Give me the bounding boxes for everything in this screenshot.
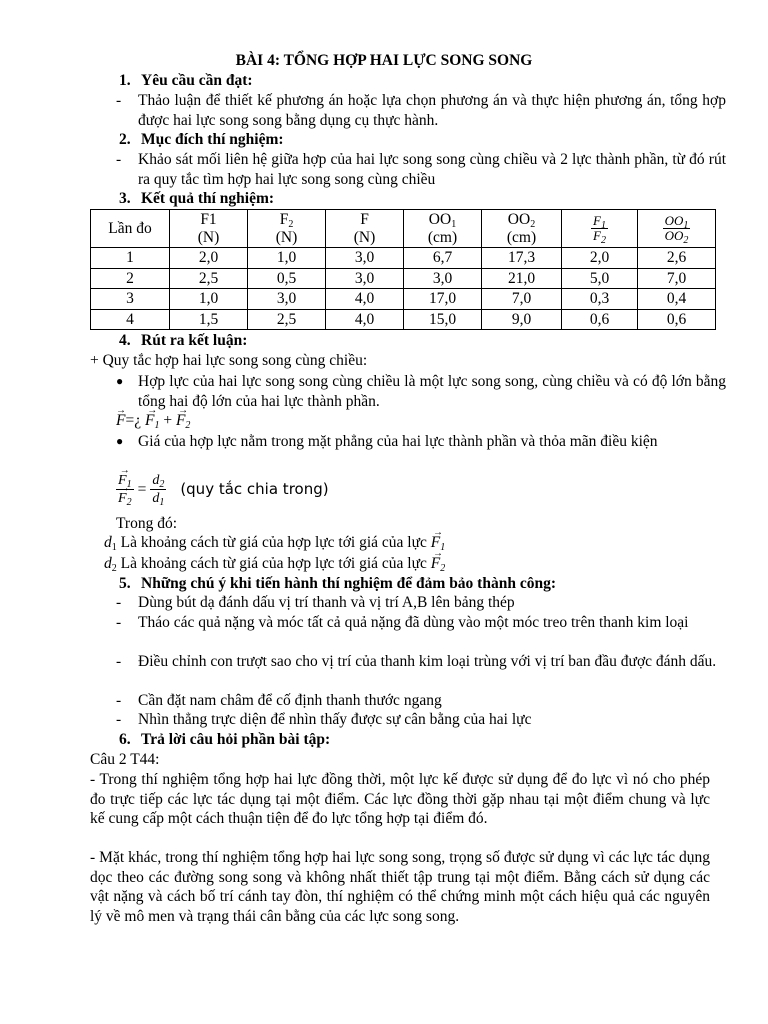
d2-definition: $d_2$ Là khoảng cách từ giá của hợp lực tới giá của lực → $F_2$ xyxy=(104,554,724,574)
table-cell: 17,3 xyxy=(482,248,562,269)
question-label: Câu 2 T44: xyxy=(90,751,160,768)
table-cell: 4 xyxy=(91,309,170,330)
table-cell: 4,0 xyxy=(326,309,404,330)
d1-definition: $d_1$ Là khoảng cách từ giá của hợp lực tới giá của lực → $F_1$ xyxy=(104,533,724,553)
note-item: - Cần đặt nam châm để cố định thanh thước ngang xyxy=(116,692,442,709)
section-heading-2: 2. Mục đích thí nghiệm: xyxy=(119,131,284,148)
table-cell: 4,0 xyxy=(326,289,404,310)
table-cell: 7,0 xyxy=(482,289,562,310)
section-heading-6: 6. Trả lời câu hỏi phần bài tập: xyxy=(119,731,331,748)
table-cell: 3 xyxy=(91,289,170,310)
table-cell: 2,6 xyxy=(638,248,716,269)
header-ratio-oo: $\frac{OO_1}{OO_2}$ xyxy=(638,210,716,248)
header-oo1: $OO_1$ (cm) xyxy=(404,210,482,248)
trong-do-label: Trong đó: xyxy=(116,515,178,532)
conclusion-bullet: ● Hợp lực của hai lực song song cùng chiều là một lực song song, cùng chiều và có độ lớn bằng tổng hai độ lớn của hai lực thành phần. xyxy=(116,373,726,410)
note-item: - Nhìn thẳng trực diện để nhìn thấy được sự cân bằng của hai lực xyxy=(116,711,532,728)
table-cell: 1,0 xyxy=(248,248,326,269)
table-cell: 3,0 xyxy=(326,268,404,289)
requirement-item: - Thảo luận để thiết kế phương án hoặc lựa chọn phương án và thực hiện phương án, tổng hợp được hai lực song song bằng dụng cụ thực hành. xyxy=(116,92,726,129)
purpose-item: - Khảo sát mối liên hệ giữa hợp của hai lực song song cùng chiều và 2 lực thành phần, từ đó rút ra quy tắc tìm hợp hai lực song song cùng chiều xyxy=(116,151,726,188)
note-item: - Điều chỉnh con trượt sao cho vị trí của thanh kim loại trùng với vị trí ban đầu được đánh dấu. xyxy=(116,653,717,670)
table-cell: 0,3 xyxy=(562,289,638,310)
section-heading-4: 4. Rút ra kết luận: xyxy=(119,332,248,349)
table-cell: 0,6 xyxy=(638,309,716,330)
header-ratio-f: $\frac{F_1}{F_2}$ xyxy=(562,210,638,248)
page-title: BÀI 4: TỔNG HỢP HAI LỰC SONG SONG xyxy=(235,52,533,69)
table-cell: 21,0 xyxy=(482,268,562,289)
conclusion-bullet: ● Giá của hợp lực nằm trong mặt phẳng của hai lực thành phần và thỏa mãn điều kiện xyxy=(116,433,658,450)
table-row xyxy=(91,268,716,289)
table-cell: 0,4 xyxy=(638,289,716,310)
division-rule-formula: → $F_1$ → $F_2$ = $\frac{d_2}{d_1}$ (quy tắc chia trong) xyxy=(116,472,329,507)
rule-heading: + Quy tắc hợp hai lực song song cùng chiều: xyxy=(90,352,368,369)
table-cell: 1 xyxy=(91,248,170,269)
header-f2: $F_2$ (N) xyxy=(248,210,326,248)
table-cell: 2,0 xyxy=(170,248,248,269)
table-row xyxy=(91,309,716,330)
table-row xyxy=(91,248,716,269)
table-cell: 7,0 xyxy=(638,268,716,289)
table-cell: 1,5 xyxy=(170,309,248,330)
table-cell: 17,0 xyxy=(404,289,482,310)
note-item: - Tháo các quả nặng và móc tất cả quả nặng đã dùng vào một móc treo trên thanh kim loại xyxy=(116,614,689,631)
resultant-force-formula: → F=¿ → $F_1$ + → $F_2$ xyxy=(116,411,190,431)
table-cell: 9,0 xyxy=(482,309,562,330)
header-f1: F1 (N) xyxy=(170,210,248,248)
table-cell: 1,0 xyxy=(170,289,248,310)
note-item: - Dùng bút dạ đánh dấu vị trí thanh và vị trí A,B lên bảng thép xyxy=(116,594,515,611)
table-cell: 0,5 xyxy=(248,268,326,289)
table-cell: 2,0 xyxy=(562,248,638,269)
header-oo2: $OO_2$ (cm) xyxy=(482,210,562,248)
table-cell: 2 xyxy=(91,268,170,289)
table-cell: 0,6 xyxy=(562,309,638,330)
answer-paragraph: - Trong thí nghiệm tổng hợp hai lực đồng thời, một lực kế được sử dụng để đo lực vì nó cho phép đo trực tiếp các lực tác dụng tại một điểm. Các lực đồng thời gặp nhau tại một điểm chung và lực kế cung cấp một cách thuận tiện để đo lực tổng hợp tại điểm đó. xyxy=(90,771,710,827)
section-heading-1: 1. Yêu cầu cần đạt: xyxy=(119,72,253,89)
table-cell: 3,0 xyxy=(404,268,482,289)
table-cell: 5,0 xyxy=(562,268,638,289)
section-heading-5: 5. Những chú ý khi tiến hành thí nghiệm để đảm bảo thành công: xyxy=(119,575,556,592)
table-row xyxy=(91,289,716,310)
answer-paragraph: - Mặt khác, trong thí nghiệm tổng hợp hai lực song song, trọng số được sử dụng vì các lực tác dụng dọc theo các đường song song và không nhất thiết tập trung tại một điểm. Bằng cách sử dụng các vật nặng và cách bố trí cánh tay đòn, thí nghiệm có thể chứng minh một cách hiệu quả các nguyên lý về mô men và trạng thái cân bằng của các lực song song. xyxy=(90,849,710,925)
table-cell: 3,0 xyxy=(248,289,326,310)
section-heading-3: 3. Kết quả thí nghiệm: xyxy=(119,190,275,207)
header-f: F (N) xyxy=(326,210,404,248)
table-header-row xyxy=(91,210,716,248)
table-cell: 2,5 xyxy=(248,309,326,330)
results-table xyxy=(90,209,716,330)
table-cell: 3,0 xyxy=(326,248,404,269)
table-cell: 2,5 xyxy=(170,268,248,289)
header-lan-do: Lần đo xyxy=(91,210,170,248)
table-cell: 6,7 xyxy=(404,248,482,269)
table-cell: 15,0 xyxy=(404,309,482,330)
